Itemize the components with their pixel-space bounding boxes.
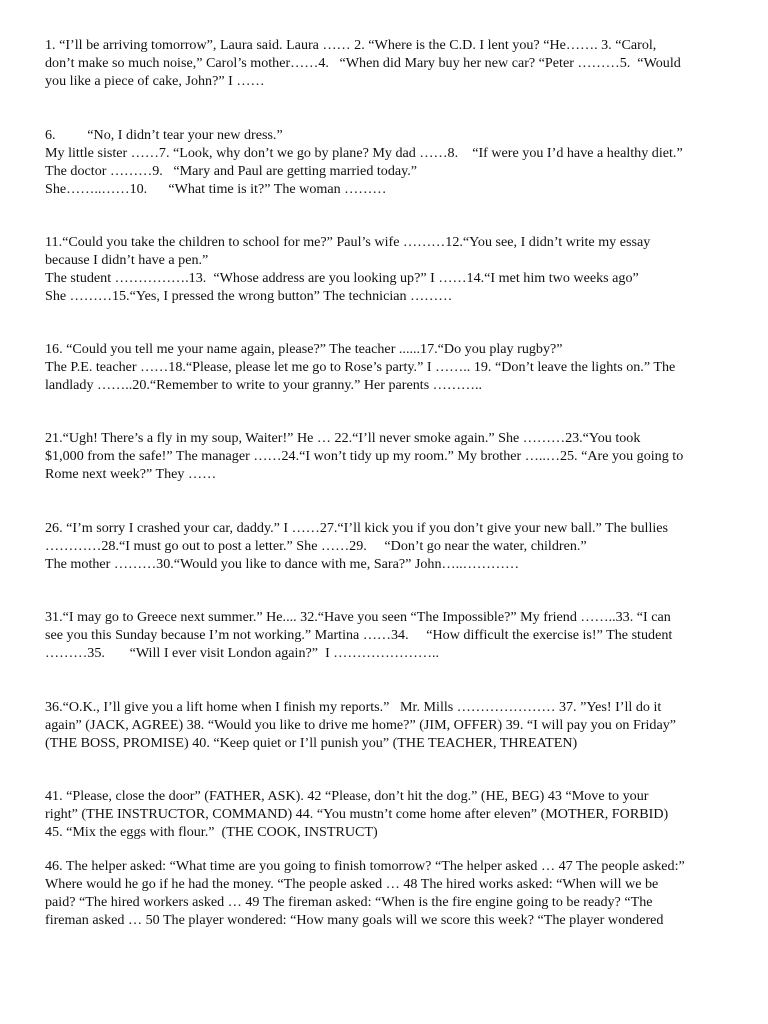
text-line: 36.“O.K., I’ll give you a lift home when I finish my reports.” Mr. Mills ………………… 37. ”Yes! I’ll do it <box>45 699 662 715</box>
text-line: The doctor ………9. “Mary and Paul are getting married today.” <box>45 163 418 179</box>
text-line: 26. “I’m sorry I crashed your car, daddy.” I ……27.“I’ll kick you if you don’t give your new ball.” The bullies <box>45 520 669 536</box>
text-line: 41. “Please, close the door” (FATHER, ASK). 42 “Please, don’t hit the dog.” (HE, BEG) 43 “Move to your <box>45 788 649 804</box>
text-line: 6. “No, I didn’t tear your new dress.” <box>45 127 283 143</box>
text-line: because I didn’t have a pen.” <box>45 252 209 268</box>
text-line: 31.“I may go to Greece next summer.” He.... 32.“Have you seen “The Impossible?” My friend ……..33. “I can <box>45 609 671 625</box>
text-line: (THE BOSS, PROMISE) 40. “Keep quiet or I’ll punish you” (THE TEACHER, THREATEN) <box>45 735 578 751</box>
text-line: don’t make so much noise,” Carol’s mother……4. “When did Mary buy her new car? “Peter ………5. “Would <box>45 55 681 71</box>
exercise-block-26-30 <box>45 519 735 573</box>
text-line: She ………15.“Yes, I pressed the wrong button” The technician ……… <box>45 288 453 304</box>
text-line: 45. “Mix the eggs with flour.” (THE COOK, INSTRUCT) <box>45 824 378 840</box>
text-line: 1. “I’ll be arriving tomorrow”, Laura said. Laura …… 2. “Where is the C.D. I lent you? “He……. 3. “Carol, <box>45 37 657 53</box>
text-line: see you this Sunday because I’m not working.” Martina ……34. “How difficult the exercise is!” The student <box>45 627 673 643</box>
exercise-block-46-50 <box>45 857 735 929</box>
text-line: 21.“Ugh! There’s a fly in my soup, Waiter!” He … 22.“I’ll never smoke again.” She ………23.“You took <box>45 430 641 446</box>
exercise-block-31-35 <box>45 608 735 662</box>
text-line: The mother ………30.“Would you like to dance with me, Sara?” John…..………… <box>45 556 520 572</box>
exercise-block-1-5 <box>45 36 735 90</box>
text-line: She……..……10. “What time is it?” The woman ……… <box>45 181 387 197</box>
text-line: My little sister ……7. “Look, why don’t we go by plane? My dad ……8. “If were you I’d have a healthy diet.” <box>45 145 683 161</box>
text-line: The P.E. teacher ……18.“Please, please let me go to Rose’s party.” I …….. 19. “Don’t leave the lights on.” The <box>45 359 676 375</box>
exercise-block-36-40 <box>45 698 735 752</box>
text-line: again” (JACK, AGREE) 38. “Would you like to drive me home?” (JIM, OFFER) 39. “I will pay you on Friday” <box>45 717 677 733</box>
text-line: right” (THE INSTRUCTOR, COMMAND) 44. “You mustn’t come home after eleven” (MOTHER, FORBID) <box>45 806 669 822</box>
text-line: Rome next week?” They …… <box>45 466 217 482</box>
text-line: The student …………….13. “Whose address are you looking up?” I ……14.“I met him two weeks ago” <box>45 270 639 286</box>
text-line: 11.“Could you take the children to school for me?” Paul’s wife ………12.“You see, I didn’t write my essay <box>45 234 651 250</box>
text-line: 46. The helper asked: “What time are you going to finish tomorrow? “The helper asked … 47 The people asked:” <box>45 858 685 874</box>
text-line: 16. “Could you tell me your name again, please?” The teacher ......17.“Do you play rugby?” <box>45 341 563 357</box>
text-line: ………35. “Will I ever visit London again?” I ………………….. <box>45 645 439 661</box>
text-line: Where would he go if he had the money. “The people asked … 48 The hired works asked: “When will we be <box>45 876 659 892</box>
text-line: $1,000 from the safe!” The manager ……24.“I won’t tidy up my room.” My brother …..…25. “Are you going to <box>45 448 684 464</box>
text-line: you like a piece of cake, John?” I …… <box>45 73 265 89</box>
text-line: fireman asked … 50 The player wondered: “How many goals will we score this week? “The player wondered <box>45 912 664 928</box>
exercise-block-6-10 <box>45 126 735 198</box>
text-line: landlady ……..20.“Remember to write to your granny.” Her parents ……….. <box>45 377 483 393</box>
text-line: paid? “The hired workers asked … 49 The fireman asked: “When is the fire engine going to be ready? “The <box>45 894 653 910</box>
text-line: …………28.“I must go out to post a letter.” She ……29. “Don’t go near the water, children.” <box>45 538 587 554</box>
exercise-block-11-15 <box>45 233 735 305</box>
exercise-block-41-45 <box>45 787 735 841</box>
exercise-block-21-25 <box>45 429 735 483</box>
exercise-block-16-20 <box>45 340 735 394</box>
